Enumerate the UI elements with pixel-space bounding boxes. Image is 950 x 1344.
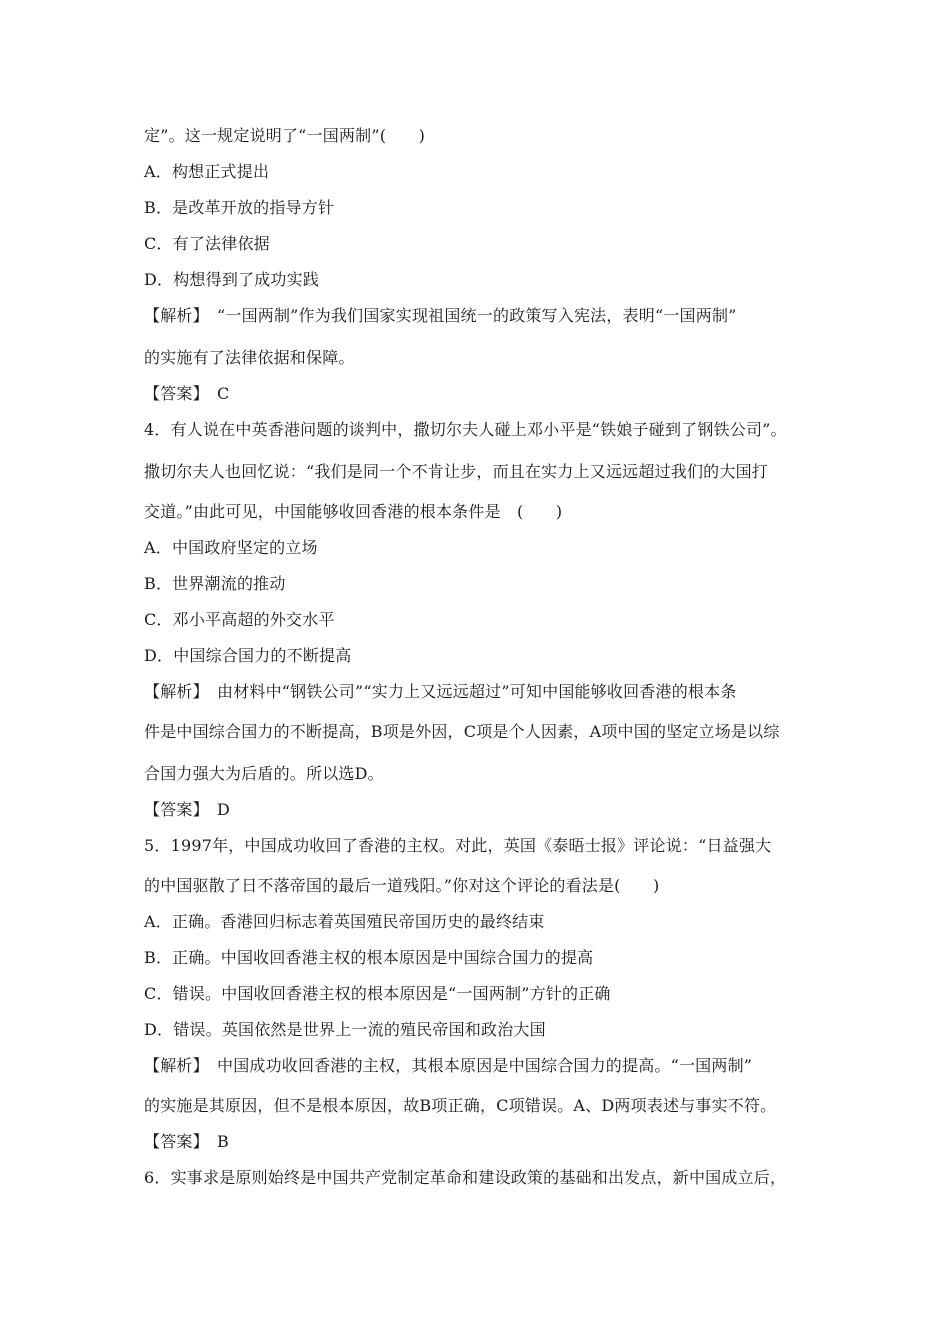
q3-option-d: D．构想得到了成功实践 (144, 270, 320, 289)
q3-answer: 【答案】 C (144, 384, 230, 403)
q4-option-b: B．世界潮流的推动 (144, 574, 286, 593)
q5-answer: 【答案】 B (144, 1132, 229, 1151)
q4-answer: 【答案】 D (144, 800, 231, 819)
q4-option-d: D．中国综合国力的不断提高 (144, 646, 352, 665)
q3-stem-end: 定”。这一规定说明了“一国两制”( ) (144, 126, 426, 145)
q6-stem: 6．实事求是原则始终是中国共产党制定革命和建设政策的基础和出发点，新中国成立后， (144, 1168, 787, 1187)
q4-option-a: A．中国政府坚定的立场 (144, 538, 318, 557)
q5-analysis: 【解析】 中国成功收回香港的主权，其根本原因是中国综合国力的提高。“一国两制” (144, 1056, 753, 1075)
q3-analysis: 【解析】 “一国两制”作为我们国家实现祖国统一的政策写入宪法，表明“一国两制” (144, 306, 737, 325)
q5-option-b: B．正确。中国收回香港主权的根本原因是中国综合国力的提高 (144, 948, 594, 967)
q4-option-c: C．邓小平高超的外交水平 (144, 610, 335, 629)
q3-option-b: B．是改革开放的指导方针 (144, 198, 335, 217)
q3-option-a: A．构想正式提出 (144, 162, 270, 181)
q5-option-d: D．错误。英国依然是世界上一流的殖民帝国和政治大国 (144, 1020, 546, 1039)
q5-stem: 5．1997年，中国成功收回了香港的主权。对此，英国《泰晤士报》评论说：“日益强大 (144, 836, 772, 855)
q5-stem-line2: 的中国驱散了日不落帝国的最后一道残阳。”你对这个评论的看法是( ) (144, 876, 660, 895)
q4-analysis-line3: 合国力强大为后盾的。所以选D。 (144, 764, 384, 783)
q4-analysis: 【解析】 由材料中“钢铁公司”“实力上又远远超过”可知中国能够收回香港的根本条 (144, 682, 737, 701)
q4-analysis-line2: 件是中国综合国力的不断提高，B项是外因，C项是个人因素，A项中国的坚定立场是以综 (144, 722, 780, 741)
q4-stem-line2: 撒切尔夫人也回忆说：“我们是同一个不肯让步，而且在实力上又远远超过我们的大国打 (144, 462, 768, 481)
q3-option-c: C．有了法律依据 (144, 234, 270, 253)
q4-stem: 4．有人说在中英香港问题的谈判中，撒切尔夫人碰上邓小平是“铁娘子碰到了钢铁公司”。 (144, 420, 787, 439)
q5-analysis-line2: 的实施是其原因，但不是根本原因，故B项正确，C项错误。A、D两项表述与事实不符。 (144, 1096, 777, 1115)
q5-option-c: C．错误。中国收回香港主权的根本原因是“一国两制”方针的正确 (144, 984, 611, 1003)
q4-stem-line3: 交道。”由此可见，中国能够收回香港的根本条件是 ( ) (144, 502, 563, 521)
q3-analysis-cont: 的实施有了法律依据和保障。 (144, 348, 355, 367)
q5-option-a: A．正确。香港回归标志着英国殖民帝国历史的最终结束 (144, 912, 545, 931)
